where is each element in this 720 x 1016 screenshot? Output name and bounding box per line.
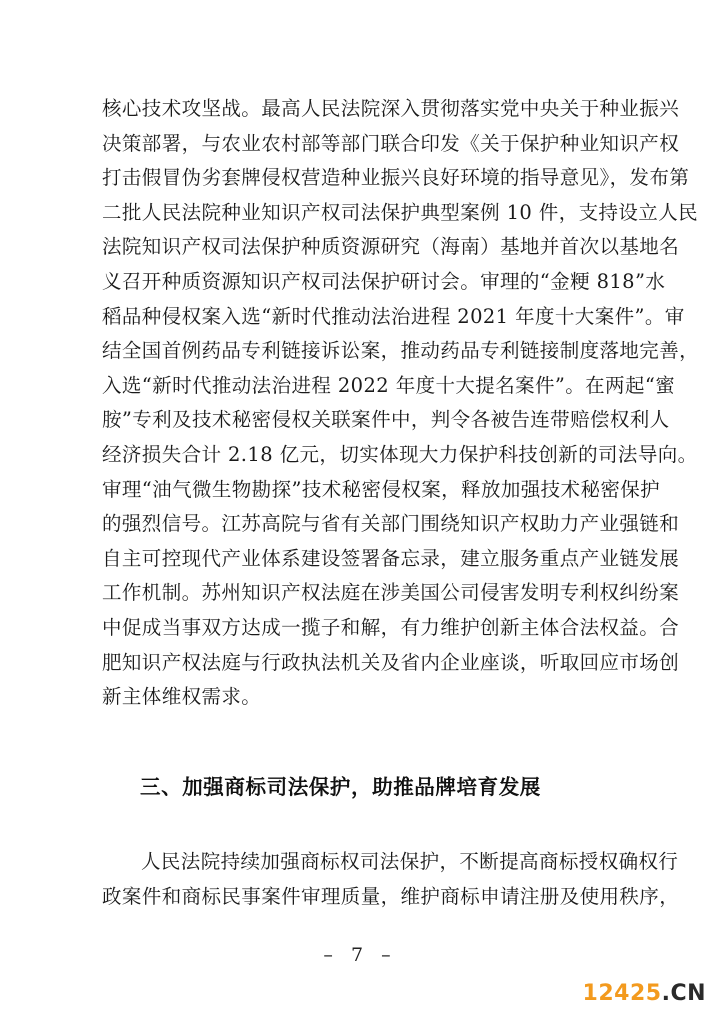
text-line: 二批人民法院种业知识产权司法保护典型案例 10 件，支持设立人民: [102, 200, 699, 224]
paragraph-1: [102, 92, 700, 715]
text-line: 核心技术攻坚战。最高人民法院深入贯彻落实党中央关于种业振兴: [102, 97, 680, 120]
text-line: 经济损失合计 2.18 亿元，切实体现大力保护科技创新的司法导向。: [102, 442, 698, 466]
text-line: 中促成当事双方达成一揽子和解，有力维护创新主体合法权益。合: [102, 615, 680, 639]
text-line: 决策部署，与农业农村部等部门联合印发《关于保护种业知识产权: [102, 131, 680, 155]
text-line: 稻品种侵权案入选“新时代推动法治进程 2021 年度十大案件”。审: [102, 304, 685, 328]
text-line: 的强烈信号。江苏高院与省有关部门围绕知识产权助力产业强链和: [102, 512, 680, 536]
paragraph-2: [102, 844, 680, 914]
text-line: 肥知识产权法庭与行政执法机关及省内企业座谈，听取回应市场创: [102, 650, 680, 674]
text-line: 工作机制。苏州知识产权法庭在涉美国公司侵害发明专利权纠纷案: [102, 581, 680, 605]
text-line: 入选“新时代推动法治进程 2022 年度十大提名案件”。在两起“蜜: [102, 373, 676, 397]
page-number: – 7 –: [323, 944, 397, 966]
text-line: 法院知识产权司法保护种质资源研究（海南）基地并首次以基地名: [102, 235, 680, 259]
text-line: 新主体维权需求。: [102, 685, 262, 709]
text-line: 打击假冒伪劣套牌侵权营造种业振兴良好环境的指导意见》，发布第: [102, 166, 690, 190]
text-line: 人民法院持续加强商标权司法保护，不断提高商标授权确权行: [141, 850, 679, 873]
text-line: 结全国首例药品专利链接诉讼案，推动药品专利链接制度落地完善，: [102, 339, 700, 363]
text-line: 审理“油气微生物勘探”技术秘密侵权案，释放加强技术秘密保护: [102, 477, 661, 501]
watermark-suffix: CN: [670, 981, 706, 1006]
watermark-number: 12425: [582, 981, 662, 1006]
watermark-dot: .: [661, 981, 671, 1006]
text-line: 自主可控现代产业体系建设签署备忘录，建立服务重点产业链发展: [102, 546, 680, 570]
site-watermark: [583, 981, 706, 1006]
section-heading: 三、加强商标司法保护，助推品牌培育发展: [140, 775, 541, 799]
text-line: 政案件和商标民事案件审理质量，维护商标申请注册及使用秩序，: [102, 885, 680, 908]
text-line: 胺”专利及技术秘密侵权关联案件中，判令各被告连带赔偿权利人: [102, 408, 670, 432]
text-line: 义召开种质资源知识产权司法保护研讨会。审理的“金粳 818”水: [102, 269, 666, 293]
